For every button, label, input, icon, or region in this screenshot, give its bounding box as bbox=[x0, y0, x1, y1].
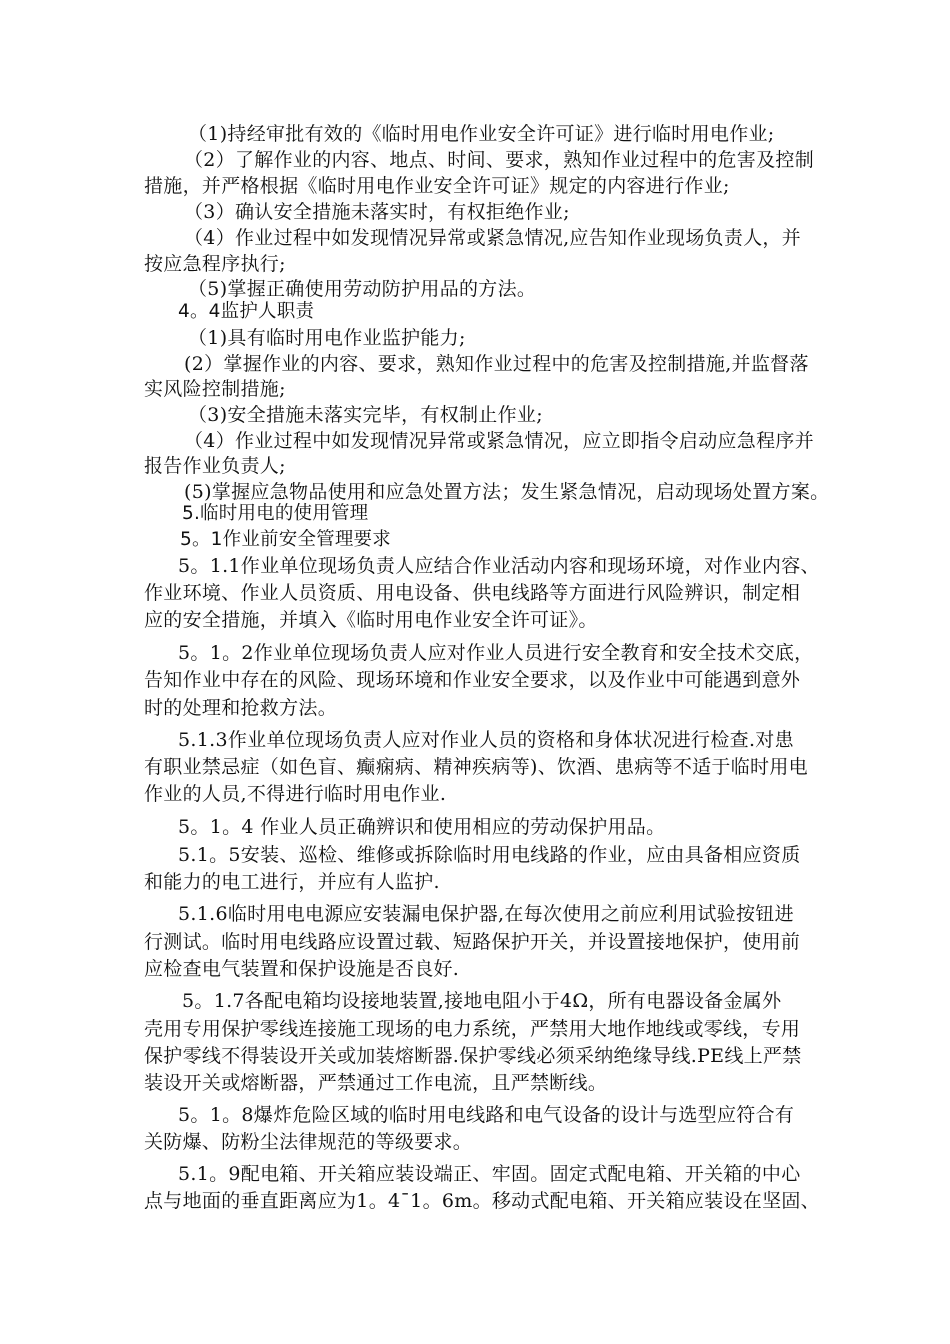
para-5-1-1: 5。1.1作业单位现场负责人应结合作业活动内容和现场环境，对作业内容、 bbox=[178, 555, 820, 577]
para-5-1-4: 5。1。4 作业人员正确辨识和使用相应的劳动保护用品。 bbox=[178, 816, 666, 838]
para-5-1-6-cont-1: 行测试。临时用电线路应设置过载、短路保护开关，并设置接地保护，使用前 bbox=[144, 931, 801, 953]
section-heading-5: 5.临时用电的使用管理 bbox=[182, 503, 369, 524]
para-5-1-2-cont-1: 告知作业中存在的风险、现场环境和作业安全要求，以及作业中可能遇到意外 bbox=[144, 669, 801, 691]
guardian-item-1: （1)具有临时用电作业监护能力; bbox=[188, 327, 466, 349]
para-5-1-5: 5.1。5安装、巡检、维修或拆除临时用电线路的作业，应由具备相应资质 bbox=[178, 844, 801, 866]
para-5-1-2-cont-2: 时的处理和抢救方法。 bbox=[144, 697, 338, 719]
para-5-1-7-cont-3: 装设开关或熔断器，严禁通过工作电流，且严禁断线。 bbox=[144, 1072, 608, 1094]
para-5-1-7-cont-2: 保护零线不得装设开关或加装熔断器.保护零线必须采纳绝缘导线.PE线上严禁 bbox=[144, 1045, 802, 1067]
item-1-text: （1)持经审批有效的《临时用电作业安全许可证》进行临时用电作业; bbox=[188, 123, 775, 145]
para-5-1-3: 5.1.3作业单位现场负责人应对作业人员的资格和身体状况进行检查.对患 bbox=[178, 729, 794, 751]
para-5-1-7: 5。1.7各配电箱均设接地装置,接地电阻小于4Ω，所有电器设备金属外 bbox=[182, 990, 782, 1012]
para-5-1-8-cont: 关防爆、防粉尘法律规范的等级要求。 bbox=[144, 1131, 473, 1153]
para-5-1-9-cont: 点与地面的垂直距离应为1。4¯1。6m。移动式配电箱、开关箱应装设在坚固、 bbox=[144, 1190, 820, 1212]
guardian-item-4: （4）作业过程中如发现情况异常或紧急情况，应立即指令启动应急程序并 bbox=[184, 430, 814, 452]
guardian-item-4-cont: 报告作业负责人; bbox=[144, 455, 286, 477]
guardian-item-5: (5)掌握应急物品使用和应急处置方法；发生紧急情况，启动现场处置方案。 bbox=[184, 481, 830, 503]
section-heading-4-4: 4。4监护人职责 bbox=[178, 301, 315, 322]
para-5-1-3-cont-1: 有职业禁忌症（如色盲、癫痫病、精神疾病等)、饮酒、患病等不适于临时用电 bbox=[144, 756, 808, 778]
guardian-item-2: (2）掌握作业的内容、要求，熟知作业过程中的危害及控制措施,并监督落 bbox=[184, 353, 809, 375]
para-5-1-1-cont-1: 作业环境、作业人员资质、用电设备、供电线路等方面进行风险辨识，制定相 bbox=[144, 582, 801, 604]
item-4-text-cont: 按应急程序执行; bbox=[144, 253, 286, 275]
para-5-1-6-cont-2: 应检查电气装置和保护设施是否良好. bbox=[144, 958, 460, 980]
item-4-text: （4）作业过程中如发现情况异常或紧急情况,应告知作业现场负责人，并 bbox=[184, 227, 802, 249]
item-5-text: （5)掌握正确使用劳动防护用品的方法。 bbox=[188, 278, 537, 300]
para-5-1-9: 5.1。9配电箱、开关箱应装设端正、牢固。固定式配电箱、开关箱的中心 bbox=[178, 1163, 801, 1185]
guardian-item-2-cont: 实风险控制措施; bbox=[144, 378, 286, 400]
para-5-1-7-cont-1: 壳用专用保护零线连接施工现场的电力系统，严禁用大地作地线或零线，专用 bbox=[144, 1018, 801, 1040]
para-5-1-5-cont: 和能力的电工进行，并应有人监护. bbox=[144, 871, 440, 893]
para-5-1-6: 5.1.6临时用电电源应安装漏电保护器,在每次使用之前应利用试验按钮进 bbox=[178, 903, 794, 925]
para-5-1-2: 5。1。2作业单位现场负责人应对作业人员进行安全教育和安全技术交底， bbox=[178, 642, 814, 664]
item-2-text-cont: 措施，并严格根据《临时用电作业安全许可证》规定的内容进行作业; bbox=[144, 175, 730, 197]
para-5-1-8: 5。1。8爆炸危险区域的临时用电线路和电气设备的设计与选型应符合有 bbox=[178, 1104, 795, 1126]
para-5-1-3-cont-2: 作业的人员,不得进行临时用电作业. bbox=[144, 783, 447, 805]
section-heading-5-1: 5。1作业前安全管理要求 bbox=[180, 529, 391, 550]
item-2-text: （2）了解作业的内容、地点、时间、要求，熟知作业过程中的危害及控制 bbox=[184, 149, 814, 171]
item-3-text: （3）确认安全措施未落实时，有权拒绝作业; bbox=[184, 201, 570, 223]
para-5-1-1-cont-2: 应的安全措施，并填入《临时用电作业安全许可证》。 bbox=[144, 609, 598, 631]
guardian-item-3: （3)安全措施未落实完毕，有权制止作业; bbox=[188, 404, 543, 426]
